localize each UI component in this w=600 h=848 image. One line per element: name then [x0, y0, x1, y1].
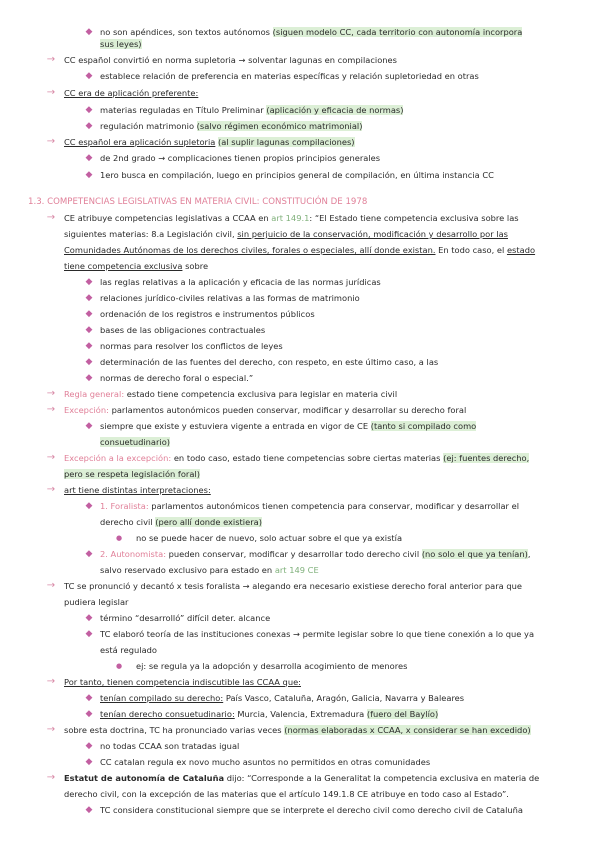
diamond-bullet-icon: ◆ [85, 629, 93, 639]
text-line [0, 404, 600, 417]
line-text [64, 724, 572, 736]
text-line [0, 452, 600, 465]
line-text [100, 169, 572, 181]
text-line [0, 38, 600, 51]
text-line [0, 788, 600, 801]
text-segment: Estatut de autonomía de Cataluña [64, 773, 225, 783]
text-line [0, 468, 600, 481]
text-line [0, 580, 600, 593]
line-text [64, 260, 572, 272]
arrow-bullet-icon: → [46, 452, 56, 463]
text-line [0, 308, 600, 321]
line-text [64, 136, 572, 148]
text-segment: regulación matrimonio [100, 121, 197, 131]
text-line [0, 772, 600, 785]
text-segment: siempre que existe y estuviera vigente a entrada en vigor de CE [100, 421, 371, 431]
arrow-bullet-icon: → [46, 676, 56, 687]
line-text [100, 516, 572, 528]
text-segment: CE atribuye competencias legislativas a CCAA en [64, 213, 272, 223]
line-text [136, 660, 572, 672]
highlighted-text: sus leyes) [100, 39, 142, 49]
text-segment: las reglas relativas a la aplicación y eficacia de las normas jurídicas [100, 277, 381, 287]
text-segment: TC considera constitucional siempre que se interprete el derecho civil como derecho civil de Cataluña [100, 805, 524, 815]
text-segment: TC se pronunció y decantó x tesis foralista → alegando era necesario existiese derecho foral anterior para que [64, 581, 523, 591]
line-text [100, 152, 572, 164]
text-segment: ordenación de los registros e instrumentos públicos [100, 309, 315, 319]
underlined-text: sin perjuicio de la conservación, modificación y desarrollo por las [237, 229, 508, 239]
text-line [0, 388, 600, 401]
underlined-text: art tiene distintas interpretaciones: [64, 485, 211, 495]
arrow-bullet-icon: → [46, 484, 56, 495]
text-segment: establece relación de preferencia en materias específicas y relación supletoriedad en otras [100, 71, 479, 81]
line-text [100, 276, 572, 288]
line-text [64, 404, 572, 416]
line-text [100, 104, 572, 116]
line-text [64, 54, 572, 66]
text-line [0, 324, 600, 337]
diamond-bullet-icon: ◆ [85, 421, 93, 431]
text-segment: pueden conservar, modificar y desarrollar todo derecho civil [166, 549, 422, 559]
line-text [64, 468, 572, 480]
text-segment: estado tiene competencia exclusiva para legislar en materia civil [124, 389, 398, 399]
dot-bullet-icon: ● [115, 662, 123, 670]
text-line [0, 756, 600, 769]
text-line [0, 169, 600, 182]
line-text [100, 612, 572, 624]
diamond-bullet-icon: ◆ [85, 309, 93, 319]
line-text [100, 804, 572, 816]
text-segment: Regla general: [64, 389, 125, 399]
text-line [0, 548, 600, 561]
text-line [0, 628, 600, 641]
line-text [64, 788, 572, 800]
text-line [0, 276, 600, 289]
text-segment: 1. Foralista: [100, 501, 149, 511]
line-text [100, 628, 572, 640]
text-line [0, 356, 600, 369]
arrow-bullet-icon: → [46, 388, 56, 399]
line-text [100, 356, 572, 368]
highlighted-text: (aplicación y eficacia de normas) [266, 105, 404, 115]
text-segment: Excepción: [64, 405, 109, 415]
diamond-bullet-icon: ◆ [85, 170, 93, 180]
text-segment: dijo: “Corresponde a la Generalitat la competencia exclusiva en materia de [224, 773, 540, 783]
dot-bullet-icon: ● [115, 534, 123, 542]
text-segment: normas para resolver los conflictos de leyes [100, 341, 283, 351]
text-segment: parlamentos autonómicos tienen competencia para conservar, modificar y desarrollar el [148, 501, 520, 511]
diamond-bullet-icon: ◆ [85, 325, 93, 335]
text-line [0, 804, 600, 817]
highlighted-text: (fuero del Baylío) [366, 709, 439, 719]
text-segment: salvo reservado exclusivo para estado en [100, 565, 275, 575]
line-text [100, 120, 572, 132]
underlined-text: Comunidades Autónomas de los derechos civiles, forales o especiales, allí donde existan. [64, 245, 436, 255]
highlighted-text: (tanto si compilado como [370, 421, 477, 431]
text-line [0, 228, 600, 241]
line-text [136, 532, 572, 544]
text-line [0, 484, 600, 497]
arrow-bullet-icon: → [46, 580, 56, 591]
text-segment: País Vasco, Cataluña, Aragón, Galicia, Navarra y Baleares [223, 693, 465, 703]
text-line [0, 692, 600, 705]
diamond-bullet-icon: ◆ [85, 293, 93, 303]
highlighted-text: (al suplir lagunas compilaciones) [218, 137, 355, 147]
text-segment: término “desarrolló” difícil deter. alcance [100, 613, 271, 623]
line-text [64, 87, 572, 99]
section-heading [0, 196, 600, 209]
text-segment: art 149.1 [271, 213, 310, 223]
text-segment: siguientes materias: 8.a Legislación civil, [64, 229, 238, 239]
line-text [100, 740, 572, 752]
line-text [100, 324, 572, 336]
line-text [64, 388, 572, 400]
highlighted-text: (no solo el que ya tenían) [421, 549, 528, 559]
diamond-bullet-icon: ◆ [85, 805, 93, 815]
line-text [100, 38, 572, 50]
line-text [64, 484, 572, 496]
line-text [100, 420, 572, 432]
line-text [64, 212, 572, 224]
text-segment: 1ero busca en compilación, luego en principios general de compilación, en última instancia CC [100, 170, 494, 180]
highlighted-text: (normas elaboradas x CCAA, x considerar se han excedido) [284, 725, 531, 735]
line-text [64, 580, 572, 592]
line-text [64, 772, 572, 784]
underlined-text: estado [506, 245, 536, 255]
text-line [0, 372, 600, 385]
text-line [0, 724, 600, 737]
highlighted-text: pero se respeta legislación foral) [64, 469, 200, 479]
arrow-bullet-icon: → [46, 54, 56, 65]
underlined-text: CC español era aplicación supletoria [64, 137, 216, 147]
text-line [0, 676, 600, 689]
text-segment: CC español convirtió en norma supletoria → solventar lagunas en compilaciones [64, 55, 397, 65]
text-line [0, 564, 600, 577]
text-line [0, 516, 600, 529]
arrow-bullet-icon: → [46, 404, 56, 415]
text-segment: Murcia, Valencia, Extremadura [234, 709, 367, 719]
diamond-bullet-icon: ◆ [85, 373, 93, 383]
text-line [0, 596, 600, 609]
line-text [100, 26, 572, 38]
line-text [100, 644, 572, 656]
diamond-bullet-icon: ◆ [85, 277, 93, 287]
line-text [100, 70, 572, 82]
text-segment: derecho civil, con la excepción de las materias que el artículo 149.1.8 CE atribuye en todo caso al Estado”. [64, 789, 509, 799]
text-segment: art 149 CE [274, 565, 319, 575]
text-line [0, 708, 600, 721]
text-segment: materias reguladas en Título Preliminar [100, 105, 267, 115]
text-segment: no todas CCAA son tratadas igual [100, 741, 240, 751]
diamond-bullet-icon: ◆ [85, 549, 93, 559]
arrow-bullet-icon: → [46, 136, 56, 147]
diamond-bullet-icon: ◆ [85, 357, 93, 367]
highlighted-text: (ej: fuentes derecho, [443, 453, 530, 463]
highlighted-text: consuetudinario) [100, 437, 171, 447]
text-segment: en todo caso, estado tiene competencias sobre ciertas materias [171, 453, 444, 463]
text-line [0, 420, 600, 433]
highlighted-text: (pero allí donde existiera) [155, 517, 262, 527]
underlined-text: tenían derecho consuetudinario: [100, 709, 235, 719]
text-line [0, 244, 600, 257]
text-segment: relaciones jurídico-civiles relativas a las formas de matrimonio [100, 293, 360, 303]
text-segment: no se puede hacer de nuevo, solo actuar sobre el que ya existía [136, 533, 403, 543]
diamond-bullet-icon: ◆ [85, 613, 93, 623]
text-segment: : “El Estado tiene competencia exclusiva sobre las [309, 213, 519, 223]
text-segment: CC catalan regula ex novo mucho asuntos no permitidos en otras comunidades [100, 757, 431, 767]
text-line [0, 500, 600, 513]
text-line [0, 532, 600, 545]
diamond-bullet-icon: ◆ [85, 757, 93, 767]
line-text [28, 196, 367, 208]
text-line [0, 436, 600, 449]
underlined-text: CC era de aplicación preferente: [64, 88, 199, 98]
diamond-bullet-icon: ◆ [85, 709, 93, 719]
arrow-bullet-icon: → [46, 87, 56, 98]
text-line [0, 136, 600, 149]
line-text [64, 596, 572, 608]
line-text [100, 500, 572, 512]
text-line [0, 152, 600, 165]
text-segment: TC elaboró teoría de las instituciones conexas → permite legislar sobre lo que tiene conexión a lo que ya [100, 629, 535, 639]
text-segment: 1.3. COMPETENCIAS LEGISLATIVAS EN MATERIA CIVIL: CONSTITUCIÓN DE 1978 [28, 197, 368, 207]
text-segment: , [527, 549, 531, 559]
line-text [100, 340, 572, 352]
text-line [0, 87, 600, 100]
text-line [0, 70, 600, 83]
text-segment: parlamentos autonómicos pueden conservar, modificar y desarrollar su derecho foral [108, 405, 467, 415]
line-text [100, 708, 572, 720]
text-line [0, 740, 600, 753]
text-line [0, 212, 600, 225]
arrow-bullet-icon: → [46, 772, 56, 783]
diamond-bullet-icon: ◆ [85, 121, 93, 131]
text-segment: sobre esta doctrina, TC ha pronunciado varias veces [64, 725, 285, 735]
diamond-bullet-icon: ◆ [85, 105, 93, 115]
diamond-bullet-icon: ◆ [85, 341, 93, 351]
line-text [100, 756, 572, 768]
line-text [100, 372, 572, 384]
underlined-text: Por tanto, tienen competencia indiscutible las CCAA que: [64, 677, 301, 687]
highlighted-text: (salvo régimen económico matrimonial) [196, 121, 363, 131]
text-segment: determinación de las fuentes del derecho, con respeto, en este último caso, a las [100, 357, 439, 367]
line-text [64, 452, 572, 464]
line-text [64, 676, 572, 688]
text-segment: de 2nd grado → complicaciones tienen propios principios generales [100, 153, 381, 163]
text-segment: normas de derecho foral o especial.” [100, 373, 254, 383]
diamond-bullet-icon: ◆ [85, 741, 93, 751]
text-segment: ej: se regula ya la adopción y desarrolla acogimiento de menores [136, 661, 408, 671]
highlighted-text: (siguen modelo CC, cada territorio con autonomía incorpora [272, 27, 523, 37]
diamond-bullet-icon: ◆ [85, 71, 93, 81]
arrow-bullet-icon: → [46, 724, 56, 735]
text-segment: bases de las obligaciones contractuales [100, 325, 266, 335]
line-text [100, 564, 572, 576]
underlined-text: tiene competencia exclusiva [64, 261, 183, 271]
text-line [0, 292, 600, 305]
line-text [100, 692, 572, 704]
text-line [0, 644, 600, 657]
text-line [0, 660, 600, 673]
text-line [0, 340, 600, 353]
diamond-bullet-icon: ◆ [85, 153, 93, 163]
text-segment: Excepción a la excepción: [64, 453, 172, 463]
text-segment: sobre [182, 261, 209, 271]
diamond-bullet-icon: ◆ [85, 693, 93, 703]
text-line [0, 54, 600, 67]
text-segment: no son apéndices, son textos autónomos [100, 27, 273, 37]
line-text [100, 548, 572, 560]
line-text [100, 436, 572, 448]
diamond-bullet-icon: ◆ [85, 501, 93, 511]
line-text [64, 228, 572, 240]
diamond-bullet-icon: ◆ [85, 27, 93, 37]
text-segment: está regulado [100, 645, 157, 655]
text-segment: 2. Autonomista: [100, 549, 166, 559]
text-segment: En todo caso, el [435, 245, 507, 255]
text-line [0, 612, 600, 625]
text-segment: derecho civil [100, 517, 156, 527]
underlined-text: tenían compilado su derecho: [100, 693, 224, 703]
line-text [100, 292, 572, 304]
line-text [100, 308, 572, 320]
text-line [0, 104, 600, 117]
text-line [0, 260, 600, 273]
line-text [64, 244, 572, 256]
text-line [0, 120, 600, 133]
text-segment: pudiera legislar [64, 597, 129, 607]
arrow-bullet-icon: → [46, 212, 56, 223]
